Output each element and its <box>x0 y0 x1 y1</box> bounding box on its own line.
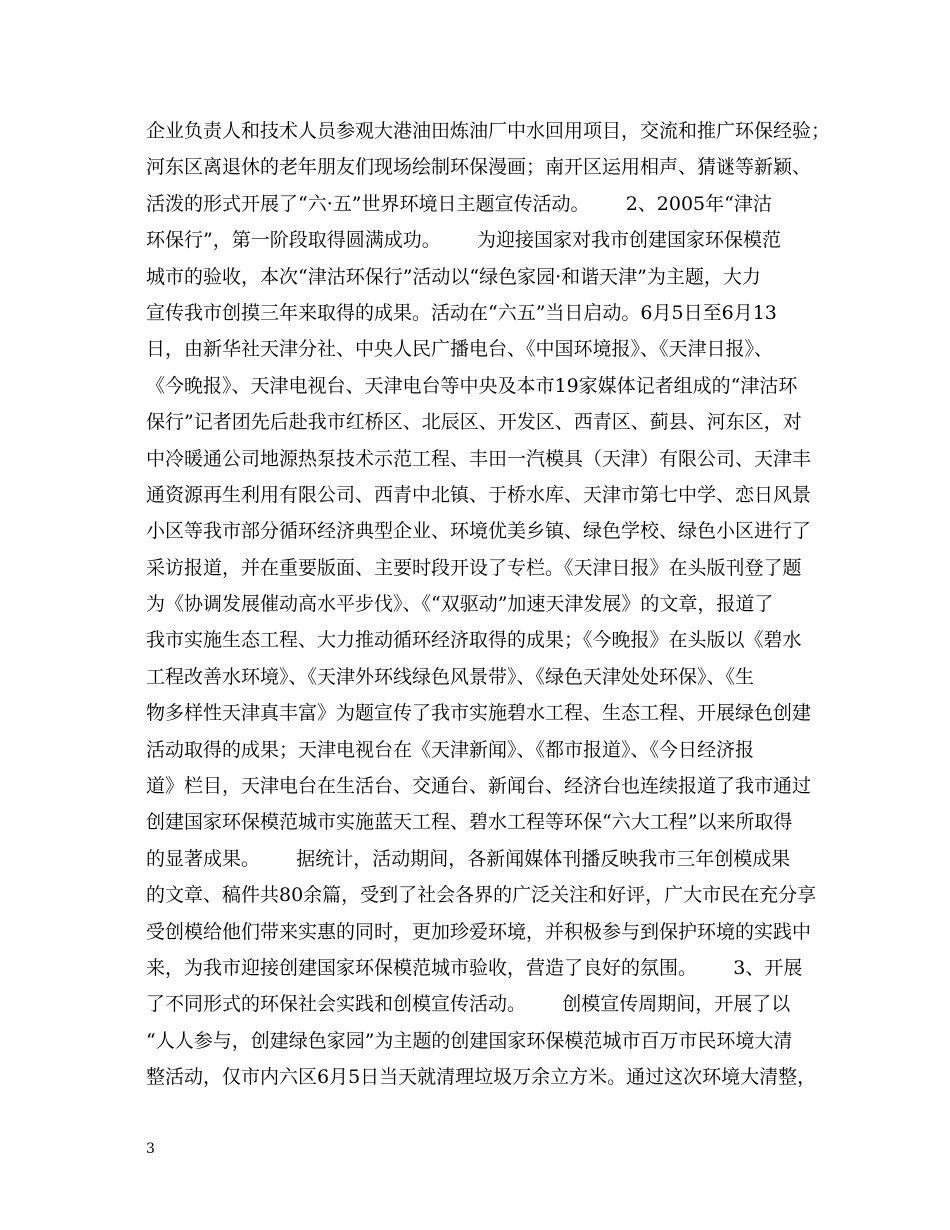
page-number: 3 <box>146 1141 155 1157</box>
text-line: 活泼的形式开展了“六·五”世界环境日主题宣传活动。 2、2005年“津沽 <box>146 192 772 215</box>
text-line: 的显著成果。 据统计，活动期间，各新闻媒体刊播反映我市三年创模成果 <box>146 847 791 870</box>
text-line: 来，为我市迎接创建国家环保模范城市验收，营造了良好的氛围。 3、开展 <box>146 956 803 979</box>
text-line: 宣传我市创摸三年来取得的成果。活动在“六五”当日启动。6月5日至6月13 <box>146 301 777 324</box>
text-line: 通资源再生利用有限公司、西青中北镇、于桥水库、天津市第七中学、恋日风景 <box>146 483 812 506</box>
text-line: 为《协调发展催动高水平步伐》、《“双驱动”加速天津发展》的文章，报道了 <box>146 593 774 616</box>
text-line: 活动取得的成果；天津电视台在《天津新闻》、《都市报道》、《今日经济报 <box>146 738 755 761</box>
text-line: 我市实施生态工程、大力推动循环经济取得的成果；《今晚报》在头版以《碧水 <box>146 629 802 652</box>
text-line: 整活动，仅市内六区6月5日当天就清理垃圾万余立方米。通过这次环境大清整， <box>146 1066 817 1089</box>
text-line: 受创模给他们带来实惠的同时，更加珍爱环境，并积极参与到保护环境的实践中 <box>146 920 812 943</box>
text-line: 小区等我市部分循环经济典型企业、环境优美乡镇、绿色学校、绿色小区进行了 <box>146 520 812 543</box>
text-line: 工程改善水环境》、《天津外环线绿色风景带》、《绿色天津处处环保》、《生 <box>146 665 755 688</box>
text-line: 环保行”，第一阶段取得圆满成功。 为迎接国家对我市创建国家环保模范 <box>146 229 781 252</box>
text-line: 日，由新华社天津分社、中央人民广播电台、《中国环境报》、《天津日报》、 <box>146 338 774 361</box>
text-line: 采访报道，并在重要版面、主要时段开设了专栏。《天津日报》在头版刊登了题 <box>146 556 802 579</box>
text-line: 河东区离退休的老年朋友们现场绘制环保漫画；南开区运用相声、猜谜等新颖、 <box>146 156 812 179</box>
text-line: 了不同形式的环保社会实践和创模宣传活动。 创模宣传周期间，开展了以 <box>146 993 791 1016</box>
text-line: 《今晚报》、天津电视台、天津电台等中央及本市19家媒体记者组成的“津沽环 <box>146 374 798 397</box>
text-line: 中冷暖通公司地源热泵技术示范工程、丰田一汽模具（天津）有限公司、天津丰 <box>146 447 812 470</box>
text-line: 城市的验收，本次“津沽环保行”活动以“绿色家园·和谐天津”为主题，大力 <box>146 265 761 288</box>
text-line: 企业负责人和技术人员参观大港油田炼油厂中水回用项目，交流和推广环保经验； <box>146 120 831 142</box>
text-line: 创建国家环保模范城市实施蓝天工程、碧水工程等环保“六大工程”以来所取得 <box>146 811 793 834</box>
text-line: “人人参与，创建绿色家园”为主题的创建国家环保模范城市百万市民环境大清 <box>146 1029 793 1052</box>
text-line: 道》栏目，天津电台在生活台、交通台、新闻台、经济台也连续报道了我市通过 <box>146 775 812 798</box>
text-line: 物多样性天津真丰富》为题宣传了我市实施碧水工程、生态工程、开展绿色创建 <box>146 702 812 725</box>
text-line: 保行”记者团先后赴我市红桥区、北辰区、开发区、西青区、蓟县、河东区，对 <box>146 411 802 434</box>
text-line: 的文章、稿件共80余篇，受到了社会各界的广泛关注和好评，广大市民在充分享 <box>146 884 817 907</box>
body-text <box>146 113 831 1096</box>
